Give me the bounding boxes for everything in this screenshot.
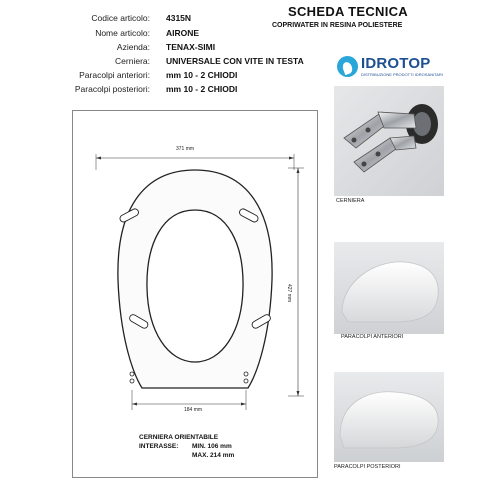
- spec-value-company: TENAX-SIMI: [166, 42, 216, 52]
- spec-label-rear-bumpers: Paracolpi posteriori:: [74, 84, 150, 94]
- width-dimension-label: 371 mm: [176, 146, 195, 152]
- front-bumper-photo: [334, 242, 444, 334]
- rear-bumper-image: [334, 372, 444, 462]
- hinge-info-title: CERNIERA ORIENTABILE: [139, 434, 219, 441]
- spec-label-company: Azienda:: [116, 42, 150, 52]
- spec-label-code: Codice articolo:: [91, 13, 150, 23]
- brand-logo-text: IDROTOP: [361, 55, 431, 72]
- spec-value-front-bumpers: mm 10 - 2 CHIODI: [166, 70, 238, 80]
- water-drop-icon: [337, 56, 358, 77]
- page-subtitle: COPRIWATER IN RESINA POLIESTERE: [272, 22, 403, 29]
- front-bumper-image: [334, 242, 444, 334]
- spec-value-rear-bumpers: mm 10 - 2 CHIODI: [166, 84, 238, 94]
- spec-label-name: Nome articolo:: [95, 28, 150, 38]
- spec-label-hinge: Cerniera:: [115, 56, 150, 66]
- brand-logo-tagline: DISTRIBUZIONE PRODOTTI IDROSANITARI: [361, 72, 443, 77]
- hinge-interasse-label: INTERASSE:: [139, 443, 179, 450]
- hinge-gap-dimension-label: 184 mm: [184, 407, 203, 413]
- spec-value-name: AIRONE: [166, 28, 200, 38]
- hinge-photo-caption: CERNIERA: [336, 198, 365, 204]
- hinge-photo: [334, 86, 444, 196]
- rear-bumper-photo-caption: PARACOLPI POSTERIORI: [334, 464, 401, 470]
- page-title: SCHEDA TECNICA: [288, 4, 409, 19]
- height-dimension-label: 427 mm: [286, 284, 292, 303]
- hinge-min-label: MIN. 106 mm: [192, 443, 232, 450]
- hinge-max-label: MAX. 214 mm: [192, 452, 235, 459]
- spec-value-hinge: UNIVERSALE CON VITE IN TESTA: [166, 56, 304, 66]
- brand-logo: [337, 54, 463, 80]
- seat-drawing: [72, 110, 318, 478]
- spec-label-front-bumpers: Paracolpi anteriori:: [79, 70, 150, 80]
- hinge-image: [334, 86, 444, 196]
- front-bumper-photo-caption: PARACOLPI ANTERIORI: [341, 334, 404, 340]
- rear-bumper-photo: [334, 372, 444, 462]
- spec-value-code: 4315N: [166, 13, 192, 23]
